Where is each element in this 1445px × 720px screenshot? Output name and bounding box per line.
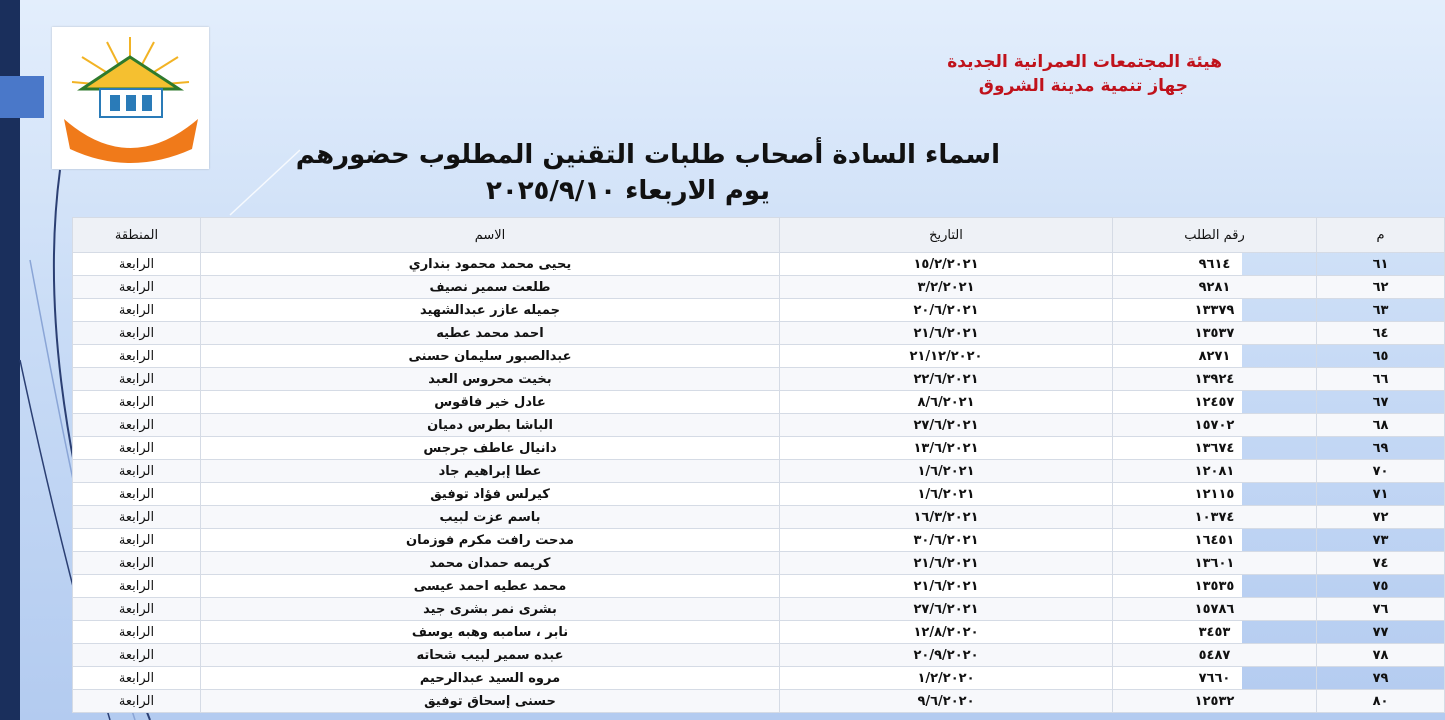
- table-cell: ٢٧/٦/٢٠٢١: [780, 598, 1113, 621]
- table-cell: ٢٧/٦/٢٠٢١: [780, 414, 1113, 437]
- table-cell: عبدالصبور سليمان حسنى: [201, 345, 780, 368]
- table-cell: ١٣٦٠١: [1113, 552, 1317, 575]
- table-cell: ٧٧: [1317, 621, 1445, 644]
- table-cell: نابر ، سامبه وهبه يوسف: [201, 621, 780, 644]
- table-cell: يحيى محمد محمود بنداري: [201, 253, 780, 276]
- table-cell: احمد محمد عطيه: [201, 322, 780, 345]
- table-cell: عادل خير فاقوس: [201, 391, 780, 414]
- column-header: المنطقة: [73, 218, 201, 253]
- table-cell: ٢١/٦/٢٠٢١: [780, 552, 1113, 575]
- table-cell: ٧٠: [1317, 460, 1445, 483]
- table-cell: ٧٦: [1317, 598, 1445, 621]
- table-cell: ٩٦١٤: [1113, 253, 1317, 276]
- table-cell: ٧٩: [1317, 667, 1445, 690]
- page-subtitle: يوم الاربعاء ٢٠٢٥/٩/١٠: [485, 176, 770, 206]
- table-cell: ٦٩: [1317, 437, 1445, 460]
- table-cell: ١٦٤٥١: [1113, 529, 1317, 552]
- table-cell: ١/٢/٢٠٢٠: [780, 667, 1113, 690]
- column-header: رقم الطلب: [1113, 218, 1317, 253]
- table-cell: ١٥٧٠٢: [1113, 414, 1317, 437]
- table-cell: ١/٦/٢٠٢١: [780, 460, 1113, 483]
- column-header: التاريخ: [780, 218, 1113, 253]
- table-cell: باسم عزت لبيب: [201, 506, 780, 529]
- table-row: [73, 391, 1445, 414]
- table-cell: ١٣٥٣٥: [1113, 575, 1317, 598]
- table-cell: ٢٠/٩/٢٠٢٠: [780, 644, 1113, 667]
- table-cell: الرابعة: [73, 690, 201, 713]
- table-cell: الرابعة: [73, 483, 201, 506]
- table-row: [73, 667, 1445, 690]
- table-row: [73, 483, 1445, 506]
- table-cell: الرابعة: [73, 299, 201, 322]
- table-cell: ٧٢: [1317, 506, 1445, 529]
- table-row: [73, 414, 1445, 437]
- table-row: [73, 276, 1445, 299]
- table-cell: الرابعة: [73, 414, 201, 437]
- table-cell: ٦٢: [1317, 276, 1445, 299]
- table-cell: جميله عازر عبدالشهيد: [201, 299, 780, 322]
- table-row: [73, 529, 1445, 552]
- table-cell: كريمه حمدان محمد: [201, 552, 780, 575]
- table-row: [73, 253, 1445, 276]
- table-cell: ٢١/٦/٢٠٢١: [780, 575, 1113, 598]
- table-cell: ٧٨: [1317, 644, 1445, 667]
- table-cell: طلعت سمير نصيف: [201, 276, 780, 299]
- table-cell: ٨٢٧١: [1113, 345, 1317, 368]
- table-cell: ٣/٢/٢٠٢١: [780, 276, 1113, 299]
- table-cell: ٢٠/٦/٢٠٢١: [780, 299, 1113, 322]
- table-header-row: [73, 218, 1445, 253]
- table-cell: حسنى إسحاق توفيق: [201, 690, 780, 713]
- table-cell: ١٣٩٢٤: [1113, 368, 1317, 391]
- table-cell: بخيت محروس العبد: [201, 368, 780, 391]
- table-cell: ٦٣: [1317, 299, 1445, 322]
- table-cell: ٦٤: [1317, 322, 1445, 345]
- table-cell: ١٢/٨/٢٠٢٠: [780, 621, 1113, 644]
- table-cell: ٦٧: [1317, 391, 1445, 414]
- table-row: [73, 437, 1445, 460]
- table-cell: الرابعة: [73, 253, 201, 276]
- table-cell: ٧٣: [1317, 529, 1445, 552]
- table-cell: مروه السيد عبدالرحيم: [201, 667, 780, 690]
- table-cell: الرابعة: [73, 368, 201, 391]
- table-cell: ٣٤٥٣: [1113, 621, 1317, 644]
- table-row: [73, 460, 1445, 483]
- column-header: م: [1317, 218, 1445, 253]
- table-cell: الرابعة: [73, 506, 201, 529]
- table-cell: ٦١: [1317, 253, 1445, 276]
- table-cell: ١٣٥٣٧: [1113, 322, 1317, 345]
- table-cell: ٨٠: [1317, 690, 1445, 713]
- table-row: [73, 575, 1445, 598]
- table-cell: الرابعة: [73, 345, 201, 368]
- table-cell: ٣٠/٦/٢٠٢١: [780, 529, 1113, 552]
- table-row: [73, 506, 1445, 529]
- table-cell: كيرلس فؤاد توفيق: [201, 483, 780, 506]
- table-cell: عطا إبراهيم جاد: [201, 460, 780, 483]
- table-row: [73, 322, 1445, 345]
- table-cell: الرابعة: [73, 276, 201, 299]
- org-subname: جهاز تنمية مدينة الشروق: [978, 76, 1188, 96]
- table-cell: مدحت رافت مكرم فوزمان: [201, 529, 780, 552]
- table-row: [73, 644, 1445, 667]
- org-name: هيئة المجتمعات العمرانية الجديدة: [947, 52, 1222, 72]
- table-cell: ١٥/٢/٢٠٢١: [780, 253, 1113, 276]
- table-cell: ١٠٣٧٤: [1113, 506, 1317, 529]
- table-cell: ٢١/٦/٢٠٢١: [780, 322, 1113, 345]
- table-row: [73, 690, 1445, 713]
- table-row: [73, 621, 1445, 644]
- table-cell: ٢١/١٢/٢٠٢٠: [780, 345, 1113, 368]
- table-cell: ١٣/٦/٢٠٢١: [780, 437, 1113, 460]
- table-cell: الرابعة: [73, 322, 201, 345]
- table-cell: ٩/٦/٢٠٢٠: [780, 690, 1113, 713]
- table-cell: ١٥٧٨٦: [1113, 598, 1317, 621]
- table-cell: الرابعة: [73, 552, 201, 575]
- table-cell: ٧٤: [1317, 552, 1445, 575]
- table-cell: دانيال عاطف جرجس: [201, 437, 780, 460]
- table-cell: الرابعة: [73, 644, 201, 667]
- table-cell: ١٦/٣/٢٠٢١: [780, 506, 1113, 529]
- column-header: الاسم: [201, 218, 780, 253]
- page-title: اسماء السادة أصحاب طلبات التقنين المطلوب حضورهم: [295, 140, 1000, 170]
- table-cell: ٧١: [1317, 483, 1445, 506]
- table-cell: الرابعة: [73, 529, 201, 552]
- table-body: [73, 253, 1445, 713]
- table-cell: ٨/٦/٢٠٢١: [780, 391, 1113, 414]
- table-cell: الرابعة: [73, 460, 201, 483]
- el-shorouk-city-logo-icon: [52, 27, 209, 169]
- table-cell: الرابعة: [73, 598, 201, 621]
- table-cell: ٧٦٦٠: [1113, 667, 1317, 690]
- table-row: [73, 345, 1445, 368]
- table-row: [73, 299, 1445, 322]
- table-cell: ٢٢/٦/٢٠٢١: [780, 368, 1113, 391]
- table-cell: ٦٥: [1317, 345, 1445, 368]
- table-cell: محمد عطيه احمد عيسى: [201, 575, 780, 598]
- table-cell: ١/٦/٢٠٢١: [780, 483, 1113, 506]
- table-cell: ١٢٥٣٢: [1113, 690, 1317, 713]
- table-cell: ٦٦: [1317, 368, 1445, 391]
- table-row: [73, 368, 1445, 391]
- table-cell: الرابعة: [73, 621, 201, 644]
- table-cell: ٧٥: [1317, 575, 1445, 598]
- table-cell: الرابعة: [73, 575, 201, 598]
- table-row: [73, 598, 1445, 621]
- table-cell: عبده سمير لبيب شحاته: [201, 644, 780, 667]
- table-cell: الرابعة: [73, 391, 201, 414]
- table-cell: ١٢٤٥٧: [1113, 391, 1317, 414]
- organization-header: [802, 50, 1222, 98]
- table-cell: ١٢٠٨١: [1113, 460, 1317, 483]
- table-cell: الرابعة: [73, 667, 201, 690]
- table-cell: ٦٨: [1317, 414, 1445, 437]
- table-cell: الباشا بطرس دميان: [201, 414, 780, 437]
- table-cell: ٩٢٨١: [1113, 276, 1317, 299]
- table-cell: ٥٤٨٧: [1113, 644, 1317, 667]
- table-cell: ١٣٦٧٤: [1113, 437, 1317, 460]
- attendees-table: [72, 217, 1389, 709]
- logo: [52, 27, 209, 169]
- table-cell: ١٢١١٥: [1113, 483, 1317, 506]
- table-cell: الرابعة: [73, 437, 201, 460]
- table-cell: ١٣٣٧٩: [1113, 299, 1317, 322]
- table-row: [73, 552, 1445, 575]
- table-cell: بشرى نمر بشرى جيد: [201, 598, 780, 621]
